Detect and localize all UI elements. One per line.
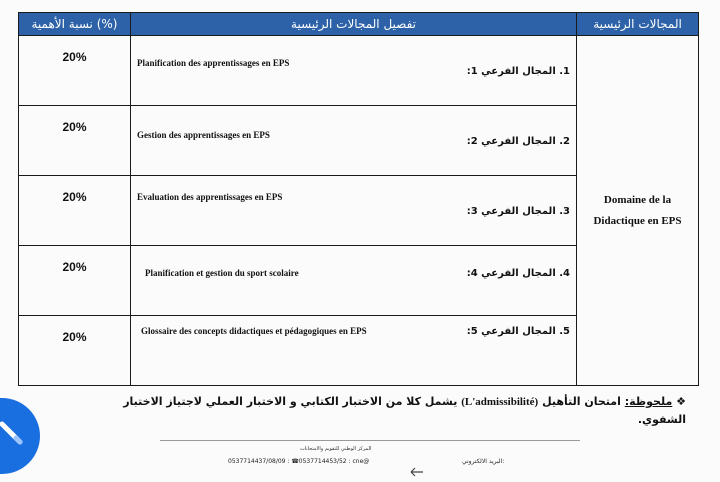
subdomain-fr-label: Planification des apprentissages en EPS xyxy=(137,58,290,68)
domain-cell xyxy=(577,36,699,386)
subdomain-fr-label: Gestion des apprentissages en EPS xyxy=(137,130,270,140)
note-label: ملحوظة: xyxy=(624,395,673,408)
detail-cell xyxy=(131,36,577,106)
subdomain-ar-label: 3. المجال الفرعي 3: xyxy=(466,206,570,217)
subdomain-fr-label: Planification et gestion du sport scolaire xyxy=(145,268,299,278)
footer-contacts: 0537714437/08/09 : ☎0537714453/52 : cne@ xyxy=(228,458,370,465)
footer-email-label: البريد الالكتروني: xyxy=(462,458,505,465)
edit-fab-button[interactable] xyxy=(0,398,40,474)
table-header-row xyxy=(19,13,699,36)
subdomain-ar-label: 5. المجال الفرعي 5: xyxy=(466,326,570,337)
importance-cell: 20% xyxy=(19,36,131,106)
footer-org: المركز الوطني للتقويم والامتحانات xyxy=(300,446,372,452)
subdomain-fr-label: Evaluation des apprentissages en EPS xyxy=(137,192,283,202)
domains-table xyxy=(18,12,699,386)
importance-cell: 20% xyxy=(19,246,131,316)
cursor-icon xyxy=(410,466,424,480)
table-row xyxy=(19,36,699,106)
importance-cell: 20% xyxy=(19,176,131,246)
pencil-icon xyxy=(0,420,24,446)
domain-label: Domaine de la Didactique en EPS xyxy=(593,193,682,227)
header-details: تفصيل المجالات الرئيسية xyxy=(131,13,577,36)
bullet-icon: ❖ xyxy=(676,395,686,408)
importance-cell: 20% xyxy=(19,106,131,176)
note-text-before: امتحان التأهيل xyxy=(542,395,621,408)
header-domains: المجالات الرئيسية xyxy=(577,13,699,36)
subdomain-ar-label: 1. المجال الفرعي 1: xyxy=(466,66,570,77)
detail-cell xyxy=(131,246,577,316)
note-text-after: يشمل كلا من الاختبار الكتابي و الاختبار العملي لاجتياز الاختبار الشفوي. xyxy=(123,395,686,426)
detail-cell xyxy=(131,176,577,246)
header-importance: نسبة الأهمية (%) xyxy=(19,13,131,36)
subdomain-ar-label: 4. المجال الفرعي 4: xyxy=(466,268,570,279)
subdomain-ar-label: 2. المجال الفرعي 2: xyxy=(466,136,570,147)
detail-cell xyxy=(131,106,577,176)
detail-cell xyxy=(131,316,577,386)
importance-cell: 20% xyxy=(19,316,131,386)
subdomain-fr-label: Glossaire des concepts didactiques et pédagogiques en EPS xyxy=(141,326,367,336)
note-text-latin: (L'admissibilité) xyxy=(461,396,539,408)
note-paragraph xyxy=(86,393,686,428)
footer-divider xyxy=(160,440,580,441)
